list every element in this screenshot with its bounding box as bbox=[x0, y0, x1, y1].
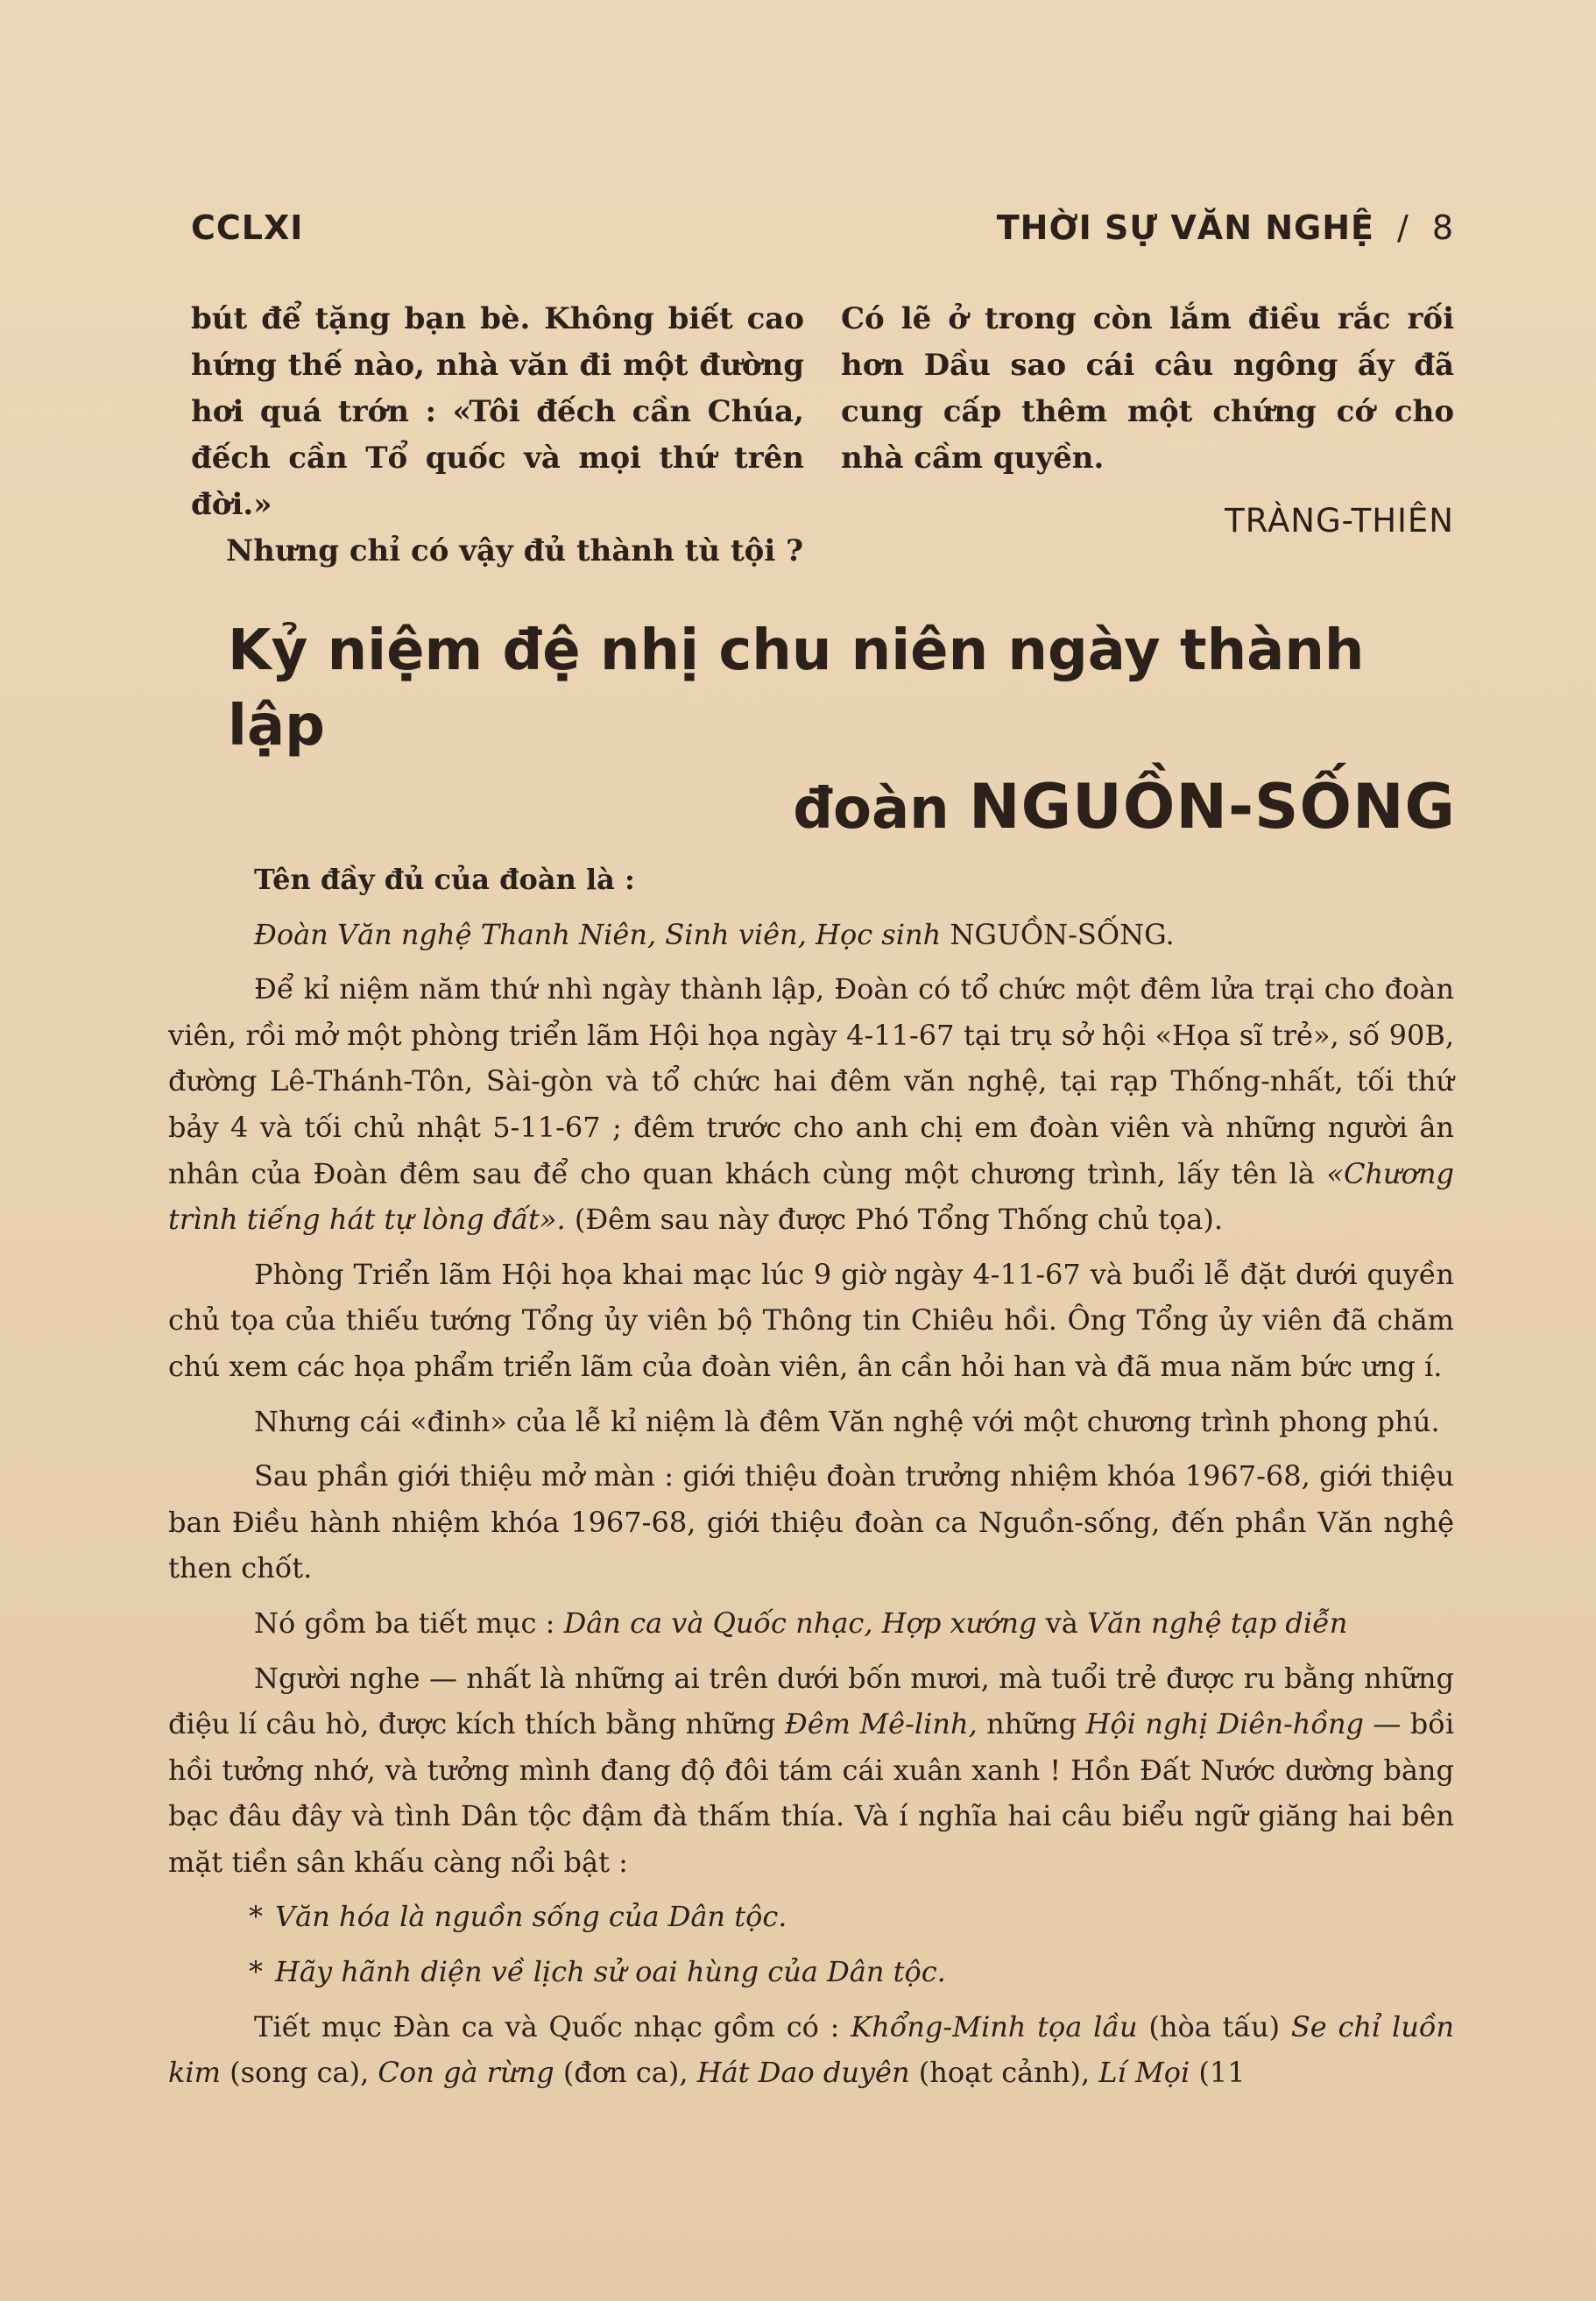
page-header bbox=[191, 208, 1454, 247]
paragraph-6-tail: — bồi hồi tưởng nhớ, và tưởng mình đang độ đôi tám cái xuân xanh ! Hồn Đất Nước dường bàng bạc đâu đây và tình Dân tộc đậm đà thấm thía. Và í nghĩa hai câu biểu ngữ giăng hai bên mặt tiền sân khấu càng nổi bật : bbox=[168, 1707, 1455, 1879]
piece-2: Se chỉ luồn kim bbox=[168, 2009, 1455, 2090]
author-signature: TRÀNG-THIÊN bbox=[1225, 502, 1454, 540]
slogan-2-text: Hãy hãnh diện về lịch sử oai hùng của Dân tộc. bbox=[275, 1955, 946, 1989]
title-line-2 bbox=[228, 764, 1456, 852]
piece-3: Con gà rừng bbox=[378, 2056, 554, 2090]
article-body bbox=[168, 857, 1454, 2096]
paragraph-3: Nhưng cái «đinh» của lễ kỉ niệm là đêm Văn nghệ với một chương trình phong phú. bbox=[254, 1404, 1440, 1438]
piece-4-type: (hoạt cảnh), bbox=[918, 2056, 1091, 2090]
piece-5: Lí Mọi bbox=[1098, 2056, 1190, 2090]
left-column bbox=[191, 296, 804, 575]
bullet-star-icon: * bbox=[249, 1900, 263, 1934]
section-title: THỜI SỰ VĂN NGHỆ bbox=[996, 208, 1374, 247]
paragraph-5-and: và bbox=[1045, 1606, 1078, 1640]
header-slash: / bbox=[1397, 208, 1409, 247]
paragraph-7 bbox=[168, 2004, 1454, 2096]
paragraph-1-tail: (Đêm sau này được Phó Tổng Thống chủ tọa). bbox=[574, 1203, 1223, 1237]
right-paragraph-1: Có lẽ ở trong còn lắm điều rắc rối hơn Dầu sao cái câu ngông ấy đã cung cấp thêm một chứng cớ cho nhà cầm quyền. bbox=[841, 301, 1454, 476]
paragraph-5-text: Nó gồm ba tiết mục : bbox=[254, 1606, 555, 1640]
piece-5-type: (11 bbox=[1198, 2056, 1246, 2090]
paragraph-1 bbox=[168, 966, 1454, 1243]
paragraph-2: Phòng Triển lãm Hội họa khai mạc lúc 9 giờ ngày 4-11-67 và buổi lễ đặt dưới quyền chủ tọa của thiếu tướng Tổng ủy viên bộ Thông tin Chiêu hồi. Ông Tổng ủy viên đã chăm chú xem các họa phẩm triển lãm của đoàn viên, ân cần hỏi han và đã mua năm bức ưng í. bbox=[168, 1257, 1454, 1383]
top-columns bbox=[191, 296, 1454, 575]
piece-3-type: (đơn ca), bbox=[562, 2056, 689, 2090]
page-number: 8 bbox=[1431, 208, 1454, 247]
issue-number: CCLXI bbox=[191, 208, 304, 247]
paragraph-5 bbox=[168, 1600, 1454, 1647]
slogan-1 bbox=[168, 1894, 1454, 1940]
left-paragraph-1: bút để tặng bạn bè. Không biết cao hứng thế nào, nhà văn đi một đường hơi quá trớn : «Tôi đếch cần Chúa, đếch cần Tổ quốc và mọi thứ trên đời.» bbox=[191, 301, 804, 522]
paragraph-6-text: Người nghe — nhất là những ai trên dưới bốn mươi, mà tuổi trẻ được ru bằng những điệu lí câu hò, được kích thích bằng những bbox=[168, 1661, 1454, 1741]
slogan-1-text: Văn hóa là nguồn sống của Dân tộc. bbox=[275, 1900, 787, 1934]
segment-2: Văn nghệ tạp diễn bbox=[1087, 1606, 1348, 1640]
full-name-italic: Đoàn Văn nghệ Thanh Niên, Sinh viên, Học sinh bbox=[254, 917, 942, 951]
piece-1-type: (hòa tấu) bbox=[1148, 2009, 1281, 2043]
article-title bbox=[228, 613, 1456, 852]
program-title: «Chương trình tiếng hát tự lòng đất». bbox=[168, 1156, 1455, 1237]
intro-label: Tên đầy đủ của đoàn là : bbox=[254, 863, 635, 896]
paragraph-1-text: Để kỉ niệm năm thứ nhì ngày thành lập, Đoàn có tổ chức một đêm lửa trại cho đoàn viên, rồi mở một phòng triển lãm Hội họa ngày 4-11-67 tại trụ sở hội «Họa sĩ trẻ», số 90B, đường Lê-Thánh-Tôn, Sài-gòn và tổ chức hai đêm văn nghệ, tại rạp Thống-nhất, tối thứ bảy 4 và tối chủ nhật 5-11-67 ; đêm trước cho anh chị em đoàn viên và những người ân nhân của Đoàn đêm sau để cho quan khách cùng một chương trình, lấy tên là bbox=[168, 972, 1454, 1190]
running-title bbox=[997, 208, 1454, 247]
title-line-1: Kỷ niệm đệ nhị chu niên ngày thành lập bbox=[228, 618, 1365, 759]
song-me-linh: Đêm Mê-linh, bbox=[784, 1707, 978, 1741]
title-prefix: đoàn bbox=[793, 777, 950, 842]
song-dien-hong: Hội nghị Diên-hồng bbox=[1085, 1707, 1365, 1741]
right-column bbox=[841, 296, 1454, 575]
slogan-2 bbox=[168, 1949, 1454, 1995]
paragraph-4: Sau phần giới thiệu mở màn : giới thiệu đoàn trưởng nhiệm khóa 1967-68, giới thiệu ban Điều hành nhiệm khóa 1967-68, giới thiệu đoàn ca Nguồn-sống, đến phần Văn nghệ then chốt. bbox=[168, 1459, 1454, 1585]
full-name-caps: NGUỒN-SỐNG. bbox=[950, 917, 1175, 951]
full-name bbox=[168, 912, 1454, 958]
segment-1: Dân ca và Quốc nhạc, Hợp xướng bbox=[563, 1606, 1037, 1640]
paragraph-7-text: Tiết mục Đàn ca và Quốc nhạc gồm có : bbox=[254, 2009, 840, 2043]
group-name: NGUỒN-SỐNG bbox=[969, 771, 1456, 843]
piece-4: Hát Dao duyên bbox=[696, 2056, 910, 2090]
bullet-star-icon: * bbox=[249, 1955, 263, 1989]
left-paragraph-2: Nhưng chỉ có vậy đủ thành tù tội ? bbox=[226, 533, 803, 568]
piece-1: Khổng-Minh tọa lầu bbox=[851, 2009, 1138, 2043]
paragraph-6 bbox=[168, 1655, 1454, 1886]
piece-2-type: (song ca), bbox=[230, 2056, 370, 2090]
paragraph-6-mid: những bbox=[986, 1707, 1077, 1741]
